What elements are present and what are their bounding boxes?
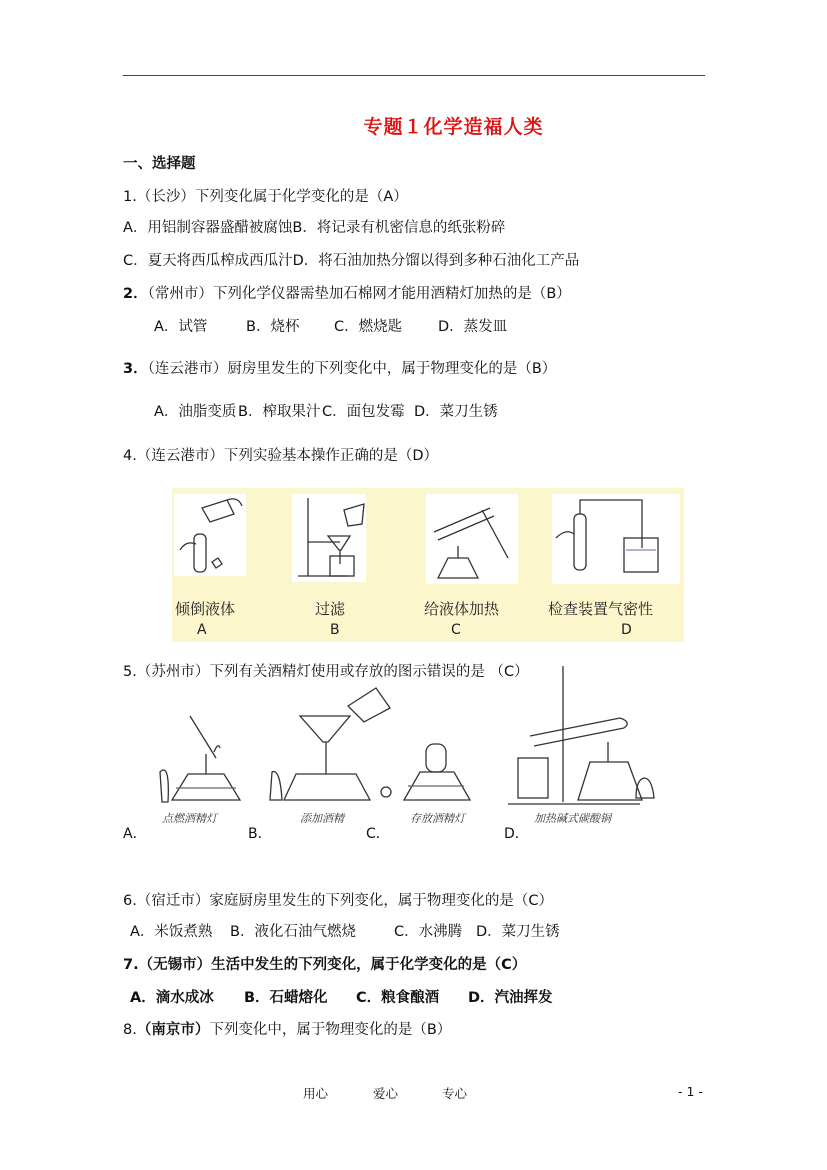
q2-number: 2． xyxy=(123,286,148,302)
q8-stem xyxy=(123,1018,451,1039)
figure-caption: 存放酒精灯 xyxy=(410,812,465,825)
q3-text: （连云港市）厨房里发生的下列变化中，属于物理变化的是（B） xyxy=(147,361,557,377)
figure-letter: A． xyxy=(123,826,147,842)
figure-letter: B． xyxy=(248,826,272,842)
option: D．汽油挥发 xyxy=(468,990,553,1006)
q4-figure xyxy=(172,488,684,642)
figure-letter: C xyxy=(451,622,461,638)
option: A．试管 xyxy=(154,319,208,335)
page-title: 专题１化学造福人类 xyxy=(363,116,544,138)
header-rule xyxy=(123,75,705,76)
q5-figure xyxy=(120,662,680,827)
option: A．油脂变质 xyxy=(154,404,237,420)
page-number: - 1 - xyxy=(678,1084,703,1099)
figure-letter: D． xyxy=(504,826,529,842)
option: B．榨取果汁 xyxy=(238,404,321,420)
option: B．石蜡熔化 xyxy=(244,990,328,1006)
q8-number: 8. xyxy=(123,1022,137,1038)
figure-caption: 添加酒精 xyxy=(300,812,344,825)
option: A．滴水成冰 xyxy=(130,990,214,1006)
q7-options xyxy=(130,986,553,1007)
option: C．面包发霉 xyxy=(322,404,405,420)
q3-number: 3． xyxy=(123,361,148,377)
option: B．液化石油气燃烧 xyxy=(230,924,356,940)
option: D．蒸发皿 xyxy=(438,319,508,335)
option: C．水沸腾 xyxy=(394,924,463,940)
q1-options-line2: C．夏天将西瓜榨成西瓜汁D．将石油加热分馏以得到多种石油化工产品 xyxy=(123,253,580,269)
figure-letter: A xyxy=(197,622,207,638)
q1-options-line1: A．用铝制容器盛醋被腐蚀B．将记录有机密信息的纸张粉碎 xyxy=(123,220,506,236)
option: C．燃烧匙 xyxy=(334,319,403,335)
option: C．粮食酿酒 xyxy=(356,990,440,1006)
figure-caption: 给液体加热 xyxy=(424,600,500,618)
figure-caption: 倾倒液体 xyxy=(175,600,236,618)
q8-text: 下列变化中，属于物理变化的是（B） xyxy=(209,1022,452,1038)
figure-caption: 加热碱式碳酸铜 xyxy=(534,812,611,825)
figure-caption: 检查装置气密性 xyxy=(548,600,654,618)
q2-stem xyxy=(123,282,571,303)
q1-stem: 1.（长沙）下列变化属于化学变化的是（A） xyxy=(123,189,408,205)
footer-word: 专心 xyxy=(442,1086,468,1101)
q6-options xyxy=(130,920,560,941)
q6-stem: 6.（宿迁市）家庭厨房里发生的下列变化，属于物理变化的是（C） xyxy=(123,893,553,909)
figure-letter: C． xyxy=(366,826,390,842)
option: B．烧杯 xyxy=(246,319,300,335)
footer-word: 用心 xyxy=(303,1086,329,1101)
q4-stem: 4.（连云港市）下列实验基本操作正确的是（D） xyxy=(123,448,438,464)
figure-letter: D xyxy=(621,622,632,638)
figure-caption: 点燃酒精灯 xyxy=(162,812,217,825)
q2-options xyxy=(154,315,507,336)
option: D．菜刀生锈 xyxy=(414,404,498,420)
q8-city: （南京市） xyxy=(136,1022,210,1038)
q5-alcohol-lamp-illustration xyxy=(120,662,680,812)
figure-letter: B xyxy=(330,622,340,638)
footer-word: 爱心 xyxy=(373,1086,399,1101)
q3-stem xyxy=(123,357,556,378)
q5-stem: 5.（苏州市）下列有关酒精灯使用或存放的图示错误的是 （C） xyxy=(123,664,529,680)
q7-stem: 7.（无锡市）生活中发生的下列变化，属于化学变化的是（C） xyxy=(123,957,527,973)
q2-text: （常州市）下列化学仪器需垫加石棉网才能用酒精灯加热的是（B） xyxy=(147,286,571,302)
figure-caption: 过滤 xyxy=(315,600,346,618)
section-heading: 一、选择题 xyxy=(123,156,196,172)
option: D．菜刀生锈 xyxy=(476,924,560,940)
option: A．米饭煮熟 xyxy=(130,924,213,940)
q3-options xyxy=(154,400,498,421)
